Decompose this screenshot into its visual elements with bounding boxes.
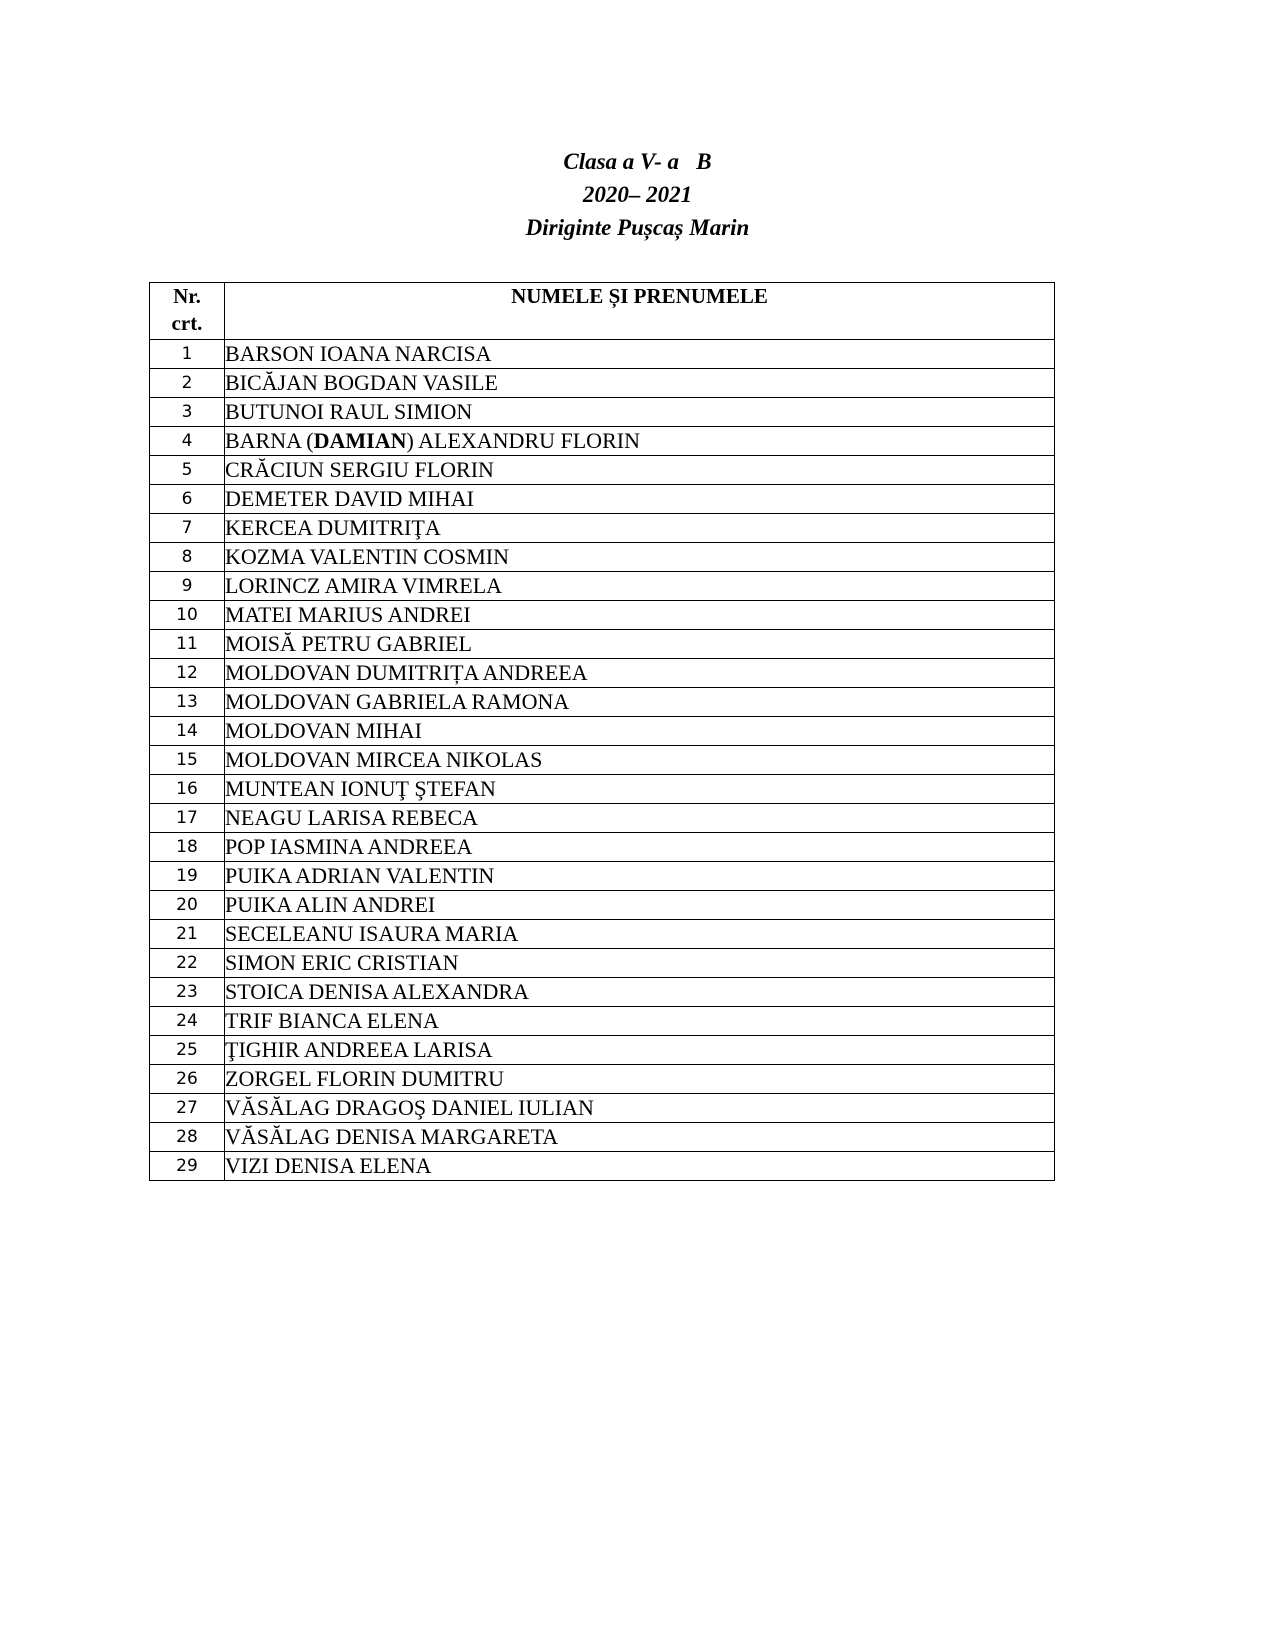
column-header-name: NUMELE ȘI PRENUMELE [225, 283, 1055, 340]
student-roster-table [149, 282, 1055, 1181]
student-name: STOICA DENISA ALEXANDRA [225, 978, 1055, 1007]
row-number: 1 [150, 340, 225, 369]
table-row [150, 833, 1055, 862]
school-year: 2020– 2021 [582, 182, 693, 207]
row-number: 4 [150, 427, 225, 456]
table-body [150, 340, 1055, 1181]
row-number: 8 [150, 543, 225, 572]
row-number: 14 [150, 717, 225, 746]
student-name: MOLDOVAN DUMITRIȚA ANDREEA [225, 659, 1055, 688]
table-row [150, 369, 1055, 398]
row-number: 7 [150, 514, 225, 543]
column-header-nr [150, 283, 225, 340]
student-name: TRIF BIANCA ELENA [225, 1007, 1055, 1036]
row-number: 19 [150, 862, 225, 891]
student-name-part: ) ALEXANDRU FLORIN [406, 428, 640, 453]
table-row [150, 572, 1055, 601]
student-name: PUIKA ADRIAN VALENTIN [225, 862, 1055, 891]
table-row [150, 804, 1055, 833]
table-row [150, 340, 1055, 369]
row-number: 2 [150, 369, 225, 398]
student-name: NEAGU LARISA REBECA [225, 804, 1055, 833]
table-row [150, 427, 1055, 456]
table-row [150, 514, 1055, 543]
table-row [150, 1065, 1055, 1094]
row-number: 3 [150, 398, 225, 427]
row-number: 10 [150, 601, 225, 630]
table-row [150, 659, 1055, 688]
student-name: VĂSĂLAG DRAGOŞ DANIEL IULIAN [225, 1094, 1055, 1123]
table-header-row [150, 283, 1055, 340]
row-number: 11 [150, 630, 225, 659]
row-number: 18 [150, 833, 225, 862]
homeroom-teacher: Diriginte Pușcaș Marin [525, 215, 750, 240]
row-number: 27 [150, 1094, 225, 1123]
student-name: ZORGEL FLORIN DUMITRU [225, 1065, 1055, 1094]
table-row [150, 456, 1055, 485]
student-name: MOLDOVAN MIHAI [225, 717, 1055, 746]
table-row [150, 920, 1055, 949]
row-number: 29 [150, 1152, 225, 1181]
class-title: Clasa a V- a B [563, 149, 712, 174]
student-name: LORINCZ AMIRA VIMRELA [225, 572, 1055, 601]
student-name: KOZMA VALENTIN COSMIN [225, 543, 1055, 572]
row-number: 16 [150, 775, 225, 804]
student-name: MATEI MARIUS ANDREI [225, 601, 1055, 630]
student-name: DEMETER DAVID MIHAI [225, 485, 1055, 514]
row-number: 9 [150, 572, 225, 601]
student-name: MUNTEAN IONUŢ ŞTEFAN [225, 775, 1055, 804]
row-number: 22 [150, 949, 225, 978]
student-name: BUTUNOI RAUL SIMION [225, 398, 1055, 427]
table-row [150, 630, 1055, 659]
row-number: 24 [150, 1007, 225, 1036]
table-row [150, 1036, 1055, 1065]
row-number: 13 [150, 688, 225, 717]
table-row [150, 601, 1055, 630]
table-row [150, 1007, 1055, 1036]
student-name-part: BARNA ( [225, 428, 314, 453]
student-name: MOISĂ PETRU GABRIEL [225, 630, 1055, 659]
row-number: 28 [150, 1123, 225, 1152]
table-row [150, 1123, 1055, 1152]
row-number: 15 [150, 746, 225, 775]
student-name: SECELEANU ISAURA MARIA [225, 920, 1055, 949]
student-name: POP IASMINA ANDREEA [225, 833, 1055, 862]
row-number: 25 [150, 1036, 225, 1065]
row-number: 5 [150, 456, 225, 485]
row-number: 6 [150, 485, 225, 514]
student-name: ŢIGHIR ANDREEA LARISA [225, 1036, 1055, 1065]
column-header-nr-line2: crt. [171, 311, 203, 335]
student-name: CRĂCIUN SERGIU FLORIN [225, 456, 1055, 485]
student-name: BICĂJAN BOGDAN VASILE [225, 369, 1055, 398]
table-row [150, 891, 1055, 920]
student-name: PUIKA ALIN ANDREI [225, 891, 1055, 920]
row-number: 20 [150, 891, 225, 920]
table-row [150, 485, 1055, 514]
student-name [225, 427, 1055, 456]
student-name: BARSON IOANA NARCISA [225, 340, 1055, 369]
table-row [150, 717, 1055, 746]
table-row [150, 543, 1055, 572]
student-name: SIMON ERIC CRISTIAN [225, 949, 1055, 978]
row-number: 26 [150, 1065, 225, 1094]
row-number: 21 [150, 920, 225, 949]
table-row [150, 862, 1055, 891]
student-name: MOLDOVAN GABRIELA RAMONA [225, 688, 1055, 717]
column-header-nr-line1: Nr. [173, 284, 201, 308]
student-name: VIZI DENISA ELENA [225, 1152, 1055, 1181]
table-row [150, 775, 1055, 804]
table-row [150, 398, 1055, 427]
table-row [150, 949, 1055, 978]
student-name: KERCEA DUMITRIŢA [225, 514, 1055, 543]
table-row [150, 1152, 1055, 1181]
table-row [150, 1094, 1055, 1123]
row-number: 17 [150, 804, 225, 833]
table-row [150, 688, 1055, 717]
row-number: 12 [150, 659, 225, 688]
row-number: 23 [150, 978, 225, 1007]
student-name-bold-part: DAMIAN [313, 428, 407, 453]
table-row [150, 978, 1055, 1007]
table-row [150, 746, 1055, 775]
student-name: VĂSĂLAG DENISA MARGARETA [225, 1123, 1055, 1152]
student-name: MOLDOVAN MIRCEA NIKOLAS [225, 746, 1055, 775]
